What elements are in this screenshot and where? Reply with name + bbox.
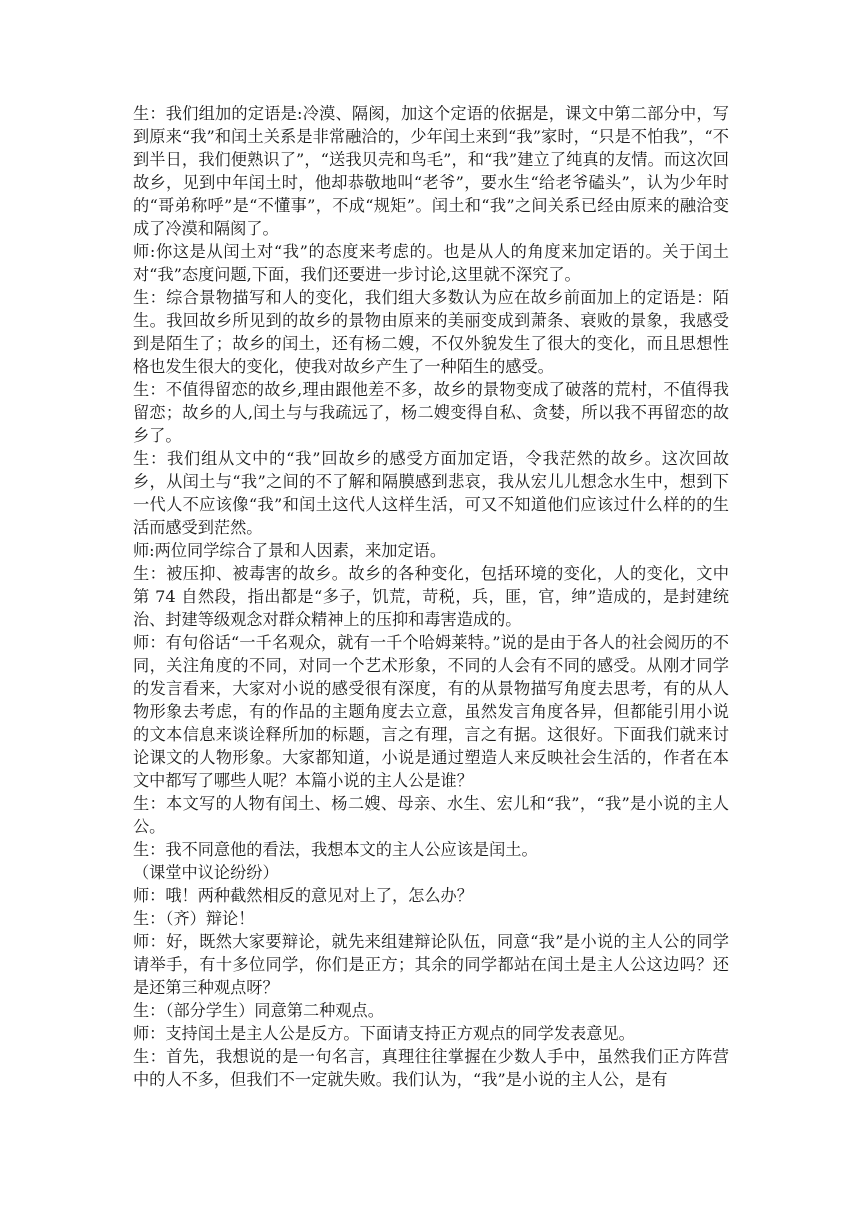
paragraph-3: 生：综合景物描写和人的变化，我们组大多数认为应在故乡前面加上的定语是：陌生。我回故乡所见到的故乡的景物由原来的美丽变成到萧条、衰败的景象，我感受到是陌生了；故乡的闰土，还有杨二嫂，不仅外貌发生了很大的变化，而且思想性格也发生很大的变化，使我对故乡产生了一种陌生的感受。 (133, 288, 729, 376)
paragraph-8: 师：有句俗话“一千名观众，就有一千个哈姆莱特。”说的是由于各人的社会阅历的不同，关注角度的不同，对同一个艺术形象，不同的人会有不同的感受。从刚才同学的发言看来，大家对小说的感受很有深度，有的从景物描写角度去思考，有的从人物形象去考虑，有的作品的主题角度去立意，虽然发言角度各异，但都能引用小说的文本信息来谈诠释所加的标题，言之有理，言之有据。这很好。下面我们就来讨论课文的人物形象。大家都知道，小说是通过塑造人来反映社会生活的，作者在本文中都写了哪些人呢？本篇小说的主人公是谁？ (133, 633, 729, 790)
document-body (133, 102, 729, 1091)
paragraph-6: 师:两位同学综合了景和人因素，来加定语。 (133, 541, 447, 560)
paragraph-2: 师:你这是从闰土对“我”的态度来考虑的。也是从人的角度来加定语的。关于闰土对“我”态度问题,下面，我们还要进一步讨论,这里就不深究了。 (133, 242, 729, 284)
paragraph-11: （课堂中议论纷纷） (133, 863, 279, 882)
paragraph-4: 生：不值得留恋的故乡,理由跟他差不多，故乡的景物变成了破落的荒村，不值得我留恋；故乡的人,闰土与与我疏远了，杨二嫂变得自私、贪婪，所以我不再留恋的故乡了。 (133, 380, 729, 445)
paragraph-5: 生：我们组从文中的“我”回故乡的感受方面加定语，令我茫然的故乡。这次回故乡，从闰土与“我”之间的不了解和隔膜感到悲哀，我从宏儿儿想念水生中，想到下一代人不应该像“我”和闰土这代人这样生活，可又不知道他们应该过什么样的的生活而感受到茫然。 (133, 449, 729, 537)
paragraph-15: 生：（部分学生）同意第二种观点。 (133, 1001, 384, 1020)
paragraph-17: 生：首先，我想说的是一句名言，真理往往掌握在少数人手中，虽然我们正方阵营中的人不多，但我们不一定就失败。我们认为，“我”是小说的主人公，是有 (133, 1047, 729, 1089)
paragraph-7: 生：被压抑、被毒害的故乡。故乡的各种变化，包括环境的变化，人的变化，文中第 74 自然段，指出都是“多子，饥荒，苛税，兵，匪，官，绅”造成的，是封建统治、封建等级观念对群众精神上的压抑和毒害造成的。 (133, 564, 729, 629)
paragraph-12: 师：哦！两种截然相反的意见对上了，怎么办？ (133, 886, 473, 905)
paragraph-13: 生：（齐）辩论！ (133, 909, 255, 928)
paragraph-1: 生：我们组加的定语是:冷漠、隔阂，加这个定语的依据是，课文中第二部分中，写到原来“我”和闰土关系是非常融洽的，少年闰土来到“我”家时，“只是不怕我”，“不到半日，我们便熟识了”，“送我贝壳和鸟毛”，和“我”建立了纯真的友情。而这次回故乡，见到中年闰土时，他却恭敬地叫“老爷”，要水生“给老爷磕头”，认为少年时的“哥弟称呼”是“不懂事”，不成“规矩”。闰土和“我”之间关系已经由原来的融洽变成了冷漠和隔阂了。 (133, 104, 729, 238)
paragraph-14: 师：好，既然大家要辩论，就先来组建辩论队伍，同意“我”是小说的主人公的同学请举手，有十多位同学，你们是正方；其余的同学都站在闰土是主人公这边吗？还是还第三种观点呀？ (133, 932, 729, 997)
paragraph-9: 生：本文写的人物有闰土、杨二嫂、母亲、水生、宏儿和“我”，“我”是小说的主人公。 (133, 794, 729, 836)
paragraph-10: 生：我不同意他的看法，我想本文的主人公应该是闰土。 (133, 840, 538, 859)
paragraph-16: 师：支持闰土是主人公是反方。下面请支持正方观点的同学发表意见。 (133, 1024, 635, 1043)
